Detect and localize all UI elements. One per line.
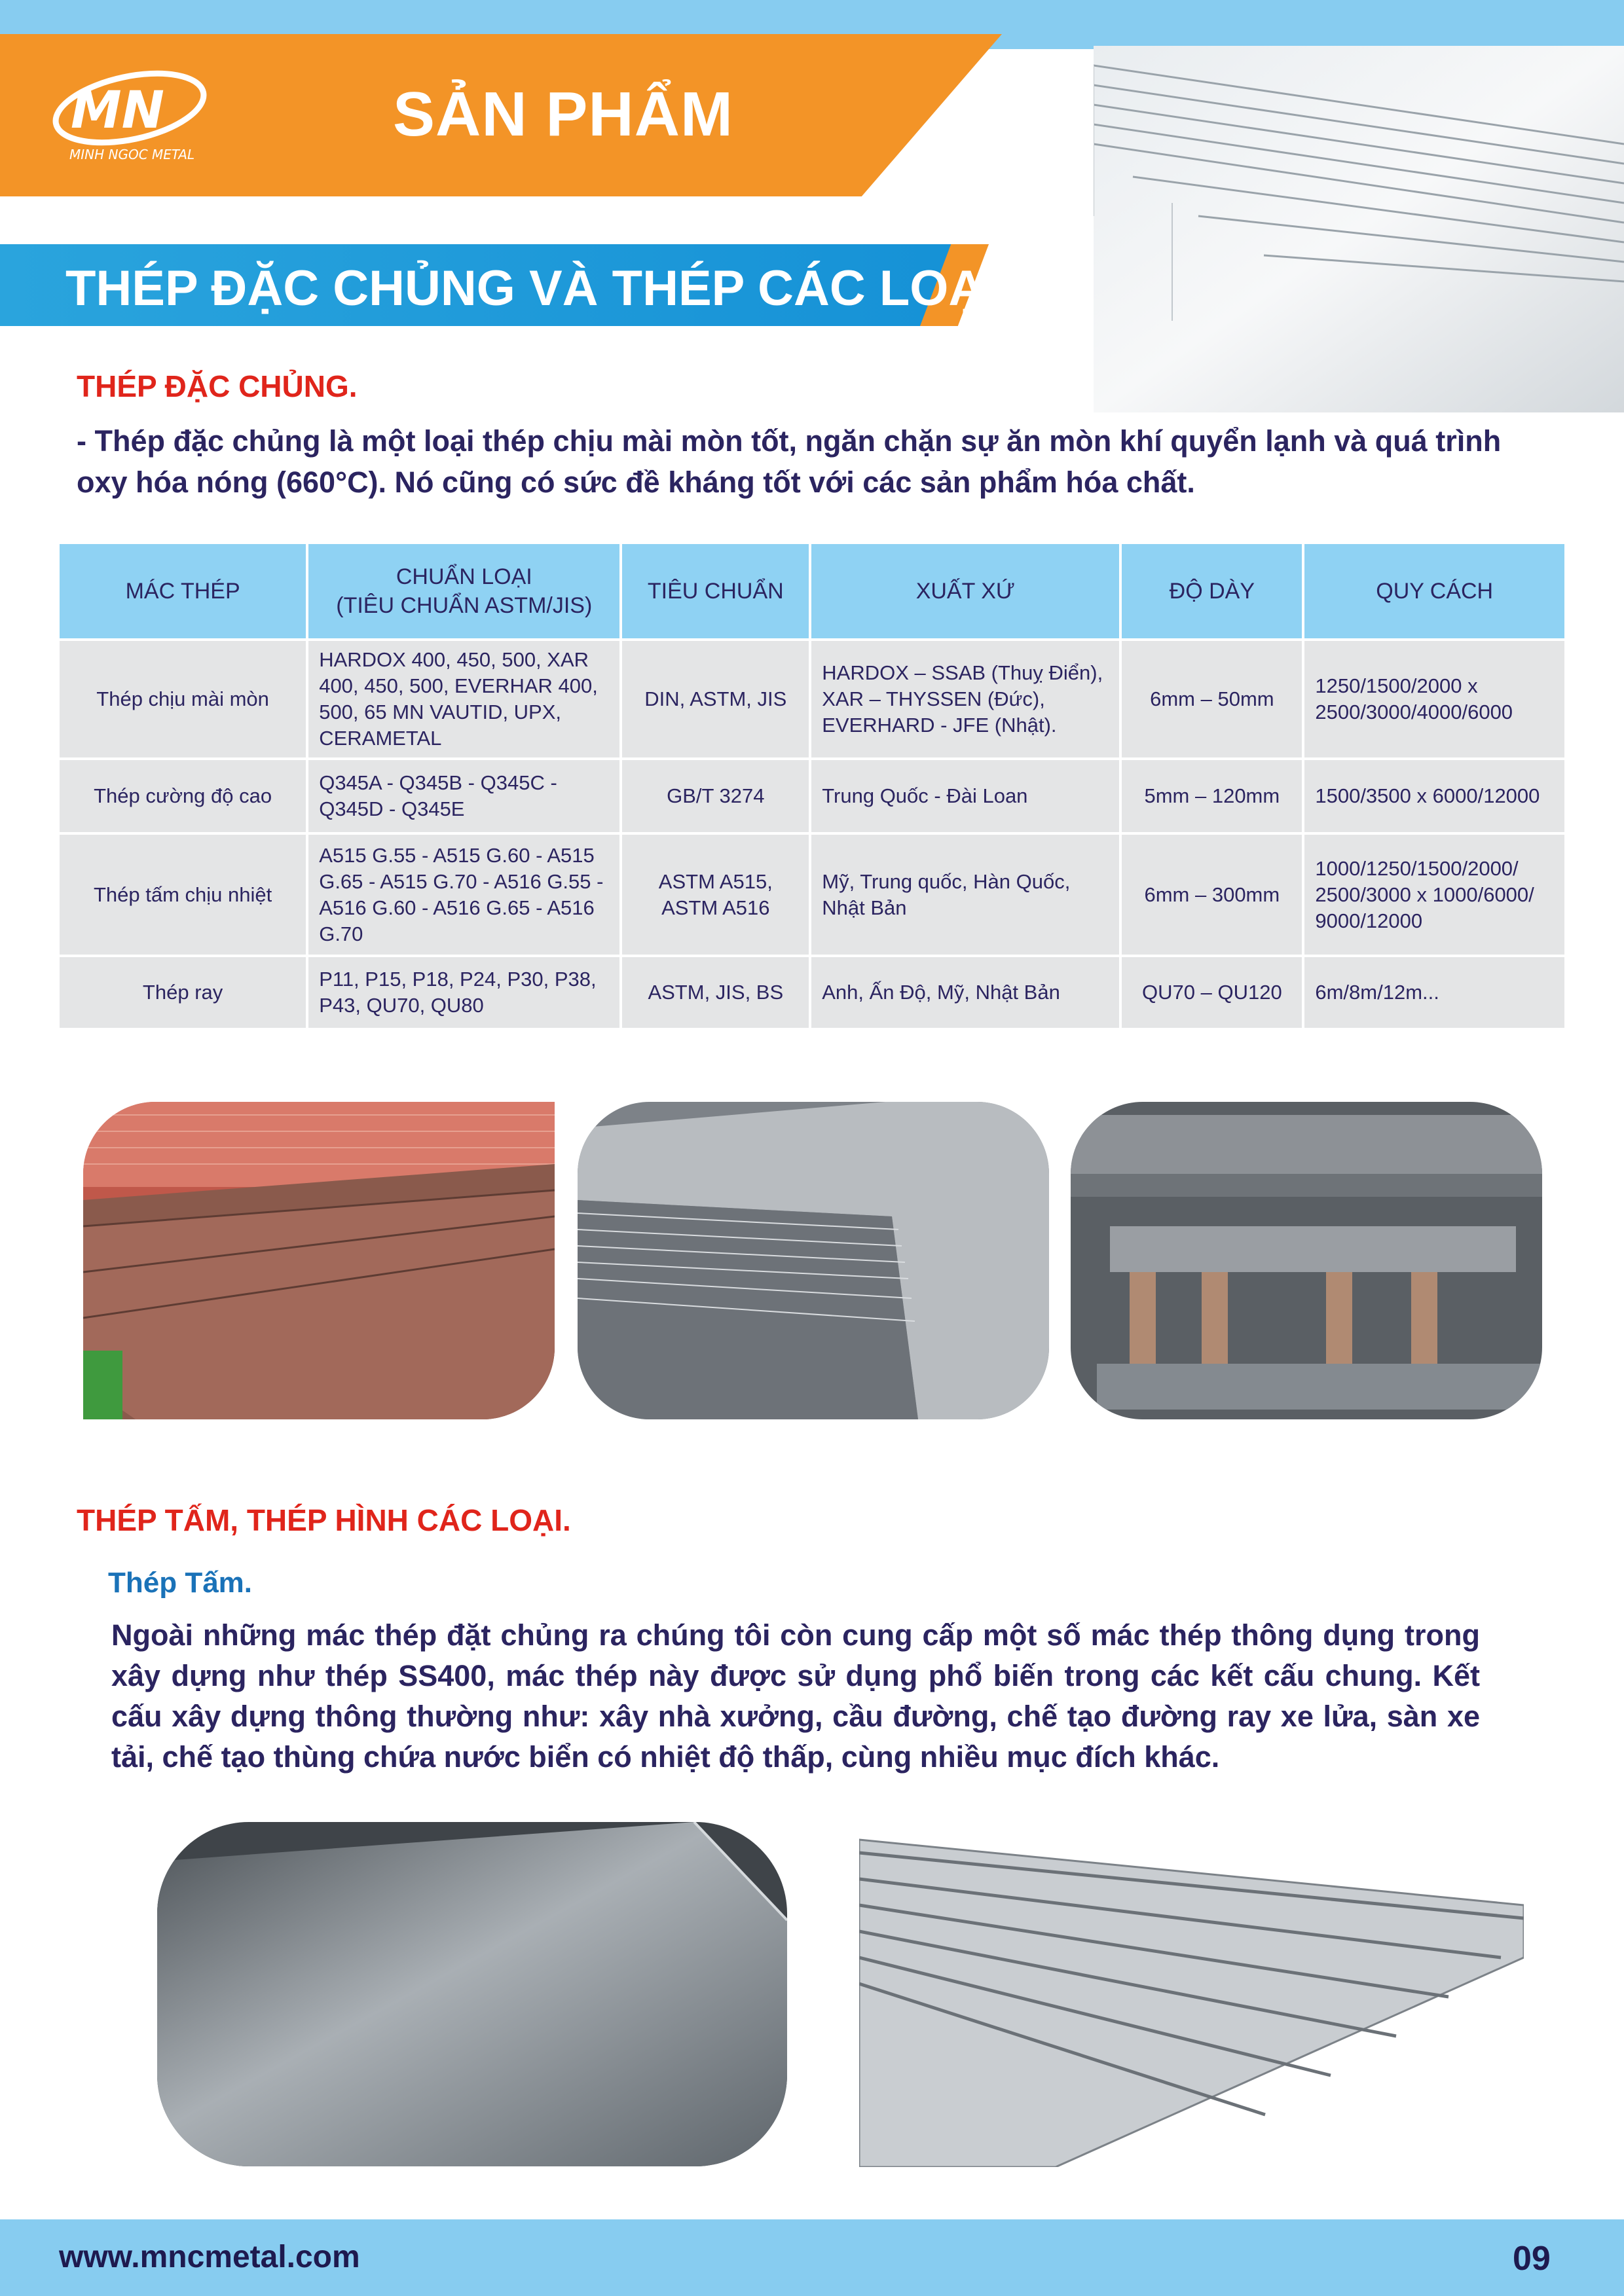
- cell-thickness: 6mm – 50mm: [1122, 641, 1302, 757]
- table-row: [60, 957, 1564, 1028]
- page-heading: SẢN PHẨM: [393, 79, 734, 149]
- logo-text: MINH NGOC METAL: [69, 147, 195, 162]
- cell-spec: 6m/8m/12m...: [1304, 957, 1564, 1028]
- steel-rails-photo: [1071, 1102, 1542, 1419]
- cell-origin: HARDOX – SSAB (Thuỵ Điển), XAR – THYSSEN (Đức), EVERHARD - JFE (Nhật).: [811, 641, 1119, 757]
- section-title: THÉP ĐẶC CHỦNG VÀ THÉP CÁC LOẠI: [65, 261, 999, 316]
- cell-grade: Thép chịu mài mòn: [60, 641, 306, 757]
- steel-sheet-stack-photo: [578, 1102, 1049, 1419]
- cell-spec: 1250/1500/2000 x 2500/3000/4000/6000: [1304, 641, 1564, 757]
- header-type-line2: (TIÊU CHUẨN ASTM/JIS): [336, 593, 593, 618]
- table-row: [60, 760, 1564, 832]
- header-grade: MÁC THÉP: [60, 544, 306, 638]
- cell-type: Q345A - Q345B - Q345C - Q345D - Q345E: [308, 760, 619, 832]
- cell-thickness: 6mm – 300mm: [1122, 835, 1302, 955]
- page-number: 09: [1513, 2240, 1551, 2278]
- cell-standard: ASTM, JIS, BS: [622, 957, 809, 1028]
- cell-standard: [622, 835, 809, 955]
- cell-origin: Mỹ, Trung quốc, Hàn Quốc, Nhật Bản: [811, 835, 1119, 955]
- table-row: [60, 641, 1564, 757]
- cell-grade: Thép ray: [60, 957, 306, 1028]
- cell-standard: DIN, ASTM, JIS: [622, 641, 809, 757]
- cell-standard: GB/T 3274: [622, 760, 809, 832]
- stainless-sheets-photo: [859, 1827, 1524, 2167]
- cell-standard-line2: ASTM A516: [661, 896, 770, 919]
- cell-type: A515 G.55 - A515 G.60 - A515 G.65 - A515 G.70 - A516 G.55 - A516 G.60 - A516 G.65 - A516 G.70: [308, 835, 619, 955]
- cell-type: HARDOX 400, 450, 500, XAR 400, 450, 500, EVERHAR 400, 500, 65 MN VAUTID, UPX, CERAMETAL: [308, 641, 619, 757]
- cell-spec: 1500/3500 x 6000/12000: [1304, 760, 1564, 832]
- website-link[interactable]: www.mncmetal.com: [59, 2240, 360, 2274]
- table-header-row: [60, 544, 1564, 638]
- plates-section-heading: THÉP TẤM, THÉP HÌNH CÁC LOẠI.: [77, 1503, 571, 1537]
- wear-resistant-plates-photo: [83, 1102, 555, 1419]
- cell-origin: Anh, Ấn Độ, Mỹ, Nhật Bản: [811, 957, 1119, 1028]
- cell-thickness: QU70 – QU120: [1122, 957, 1302, 1028]
- cell-origin: Trung Quốc - Đài Loan: [811, 760, 1119, 832]
- header-standard: TIÊU CHUẨN: [622, 544, 809, 638]
- hero-steel-sheets-image: [1094, 46, 1624, 412]
- cell-grade: Thép tấm chịu nhiệt: [60, 835, 306, 955]
- header-type: [308, 544, 619, 638]
- header-origin: XUẤT XỨ: [811, 544, 1119, 638]
- steel-plate-closeup-photo: [157, 1822, 787, 2166]
- plates-subheading: Thép Tấm.: [108, 1567, 253, 1599]
- cell-standard-line1: ASTM A515,: [658, 869, 773, 893]
- logo-mark: MN: [71, 81, 164, 140]
- cell-grade: Thép cường độ cao: [60, 760, 306, 832]
- company-logo: [45, 62, 208, 167]
- table-row: [60, 835, 1564, 955]
- special-steel-intro: - Thép đặc chủng là một loại thép chịu mài mòn tốt, ngăn chặn sự ăn mòn khí quyển lạnh và quá trình oxy hóa nóng (660°C). Nó cũng có sức đề kháng tốt với các sản phẩm hóa chất.: [77, 424, 1502, 499]
- plates-paragraph: Ngoài những mác thép đặt chủng ra chúng tôi còn cung cấp một số mác thép thông dụng trong xây dựng như thép SS400, mác thép này được sử dụng phổ biến trong các kết cấu chung. Kết cấu xây dựng thông thường như: xây nhà xưởng, cầu đường, chế tạo đường ray xe lửa, sàn xe tải, chế tạo thùng chứa nước biển có nhiệt độ thấp, cùng nhiều mục đích khác.: [111, 1618, 1480, 1774]
- cell-type: P11, P15, P18, P24, P30, P38, P43, QU70, QU80: [308, 957, 619, 1028]
- steel-spec-table: [57, 541, 1567, 1030]
- header-spec: QUY CÁCH: [1304, 544, 1564, 638]
- special-steel-heading: THÉP ĐẶC CHỦNG.: [77, 369, 358, 403]
- cell-spec: 1000/1250/1500/2000/ 2500/3000 x 1000/6000/ 9000/12000: [1304, 835, 1564, 955]
- cell-thickness: 5mm – 120mm: [1122, 760, 1302, 832]
- header-thickness: ĐỘ DÀY: [1122, 544, 1302, 638]
- header-type-line1: CHUẨN LOẠI: [396, 564, 532, 589]
